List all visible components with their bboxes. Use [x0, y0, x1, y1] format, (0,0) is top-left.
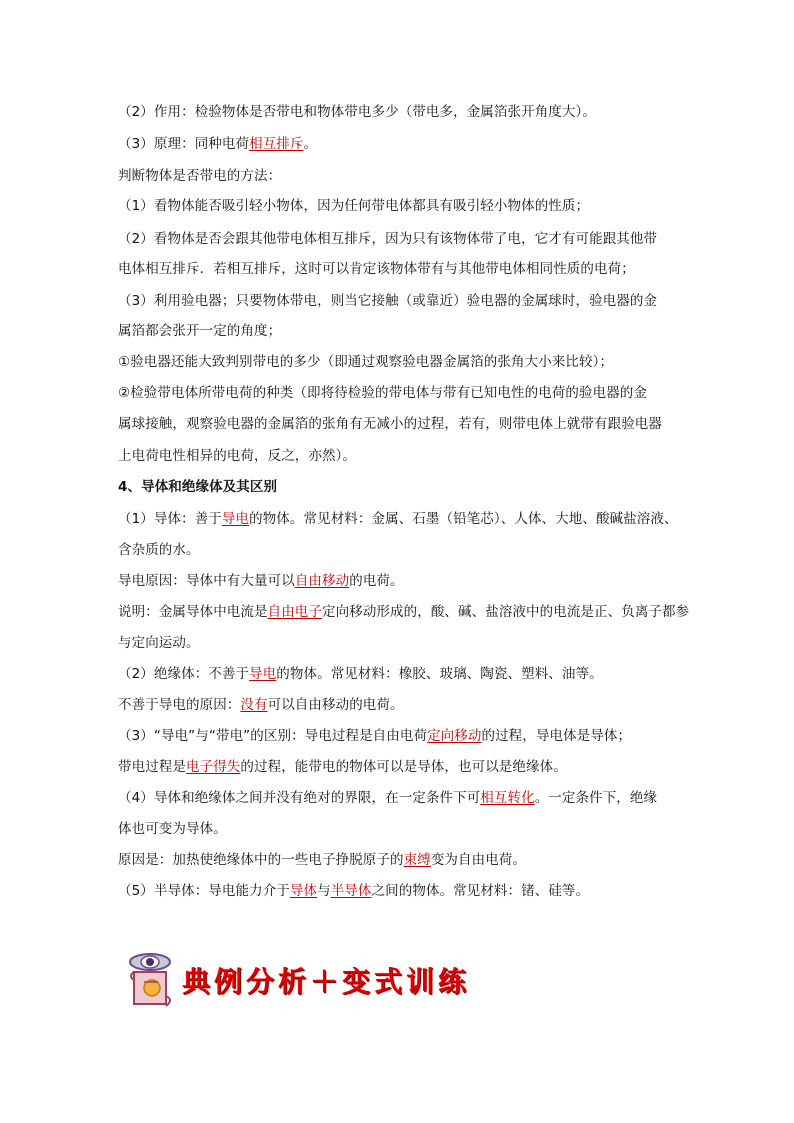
text-segment: 4、导体和绝缘体及其区别 — [118, 479, 278, 495]
text-segment: 判断物体是否带电的方法： — [118, 168, 282, 184]
text-line — [118, 321, 281, 341]
text-line — [118, 229, 657, 249]
key-term: 自由移动 — [294, 573, 350, 589]
banner-title: 典例分析＋变式训练 — [182, 965, 471, 998]
text-segment: （2）作用：检验物体是否带电和物体带电多少（带电多，金属箔张开角度大）。 — [118, 104, 596, 120]
text-segment: （2）绝缘体：不善于 — [118, 666, 250, 682]
text-line — [118, 571, 404, 591]
key-term: 导体 — [289, 883, 318, 899]
text-segment: （3）“导电”与“带电”的区别：导电过程是自由电荷 — [118, 728, 428, 744]
key-term: 自由电子 — [267, 604, 323, 620]
text-segment: 带电过程是 — [118, 759, 186, 775]
text-line — [118, 102, 596, 122]
key-term: 相互排斥 — [249, 136, 304, 152]
text-line — [118, 788, 657, 808]
text-segment: 体也可变为导体。 — [118, 821, 227, 837]
text-line — [118, 850, 526, 870]
text-line — [118, 291, 657, 311]
text-segment: 属箔都会张开一定的角度； — [118, 323, 282, 339]
text-line — [118, 352, 613, 372]
text-segment: 原因是：加热使绝缘体中的一些电子挣脱原子的 — [118, 852, 404, 868]
text-line — [118, 414, 662, 434]
text-segment: （3）原理：同种电荷 — [118, 136, 250, 152]
text-line — [118, 695, 404, 715]
text-segment: 的过程，导电体是导体； — [481, 728, 632, 744]
text-line — [118, 196, 589, 216]
section-heading — [118, 477, 277, 497]
key-term: 半导体 — [330, 883, 372, 899]
text-segment: 的物体。常见材料：橡胶、玻璃、陶瓷、塑料、油等。 — [276, 666, 603, 682]
text-line — [118, 540, 200, 560]
text-segment: 与 — [317, 883, 331, 899]
text-segment: 导电原因：导体中有大量可以 — [118, 573, 295, 589]
text-line — [118, 726, 631, 746]
key-term: 电子得失 — [186, 759, 241, 775]
key-term: 导电 — [221, 511, 250, 527]
text-segment: 含杂质的水。 — [118, 542, 200, 558]
text-segment: 电体相互排斥．若相互排斥，这时可以肯定该物体带有与其他带电体相同性质的电荷； — [118, 261, 635, 277]
text-segment: （2）看物体是否会跟其他带电体相互排斥，因为只有该物体带了电，它才有可能跟其他带 — [118, 231, 658, 247]
text-segment: （1）导体：善于 — [118, 511, 222, 527]
text-segment: 上电荷电性相异的电荷，反之，亦然）。 — [118, 448, 357, 464]
text-line — [118, 166, 281, 186]
text-line — [118, 134, 317, 154]
text-segment: 可以自由移动的电荷。 — [267, 697, 404, 713]
text-segment: 不善于导电的原因： — [118, 697, 241, 713]
text-line — [118, 259, 635, 279]
text-segment: 的电荷。 — [349, 573, 404, 589]
text-segment: 说明：金属导体中电流是 — [118, 604, 268, 620]
scroll-eye-icon — [128, 952, 180, 1010]
text-line — [118, 819, 227, 839]
text-line — [118, 383, 647, 403]
text-segment: 的物体。常见材料：金属、石墨（铅笔芯）、人体、大地、酸碱盐溶液、 — [249, 511, 678, 527]
text-line — [118, 446, 356, 466]
key-term: 相互转化 — [480, 790, 535, 806]
text-line — [118, 757, 567, 777]
text-segment: ①验电器还能大致判别带电的多少（即通过观察验电器金属箔的张角大小来比较）； — [118, 354, 614, 370]
key-term: 束缚 — [403, 852, 431, 868]
text-segment: （5）半导体：导电能力介于 — [118, 883, 290, 899]
text-segment: 属球接触，观察验电器的金属箔的张角有无减小的过程，若有，则带电体上就带有跟验电器 — [118, 416, 662, 432]
section-banner — [128, 952, 471, 1012]
text-segment: ②检验带电体所带电荷的种类（即将待检验的带电体与带有已知电性的电荷的验电器的金 — [118, 385, 648, 401]
text-line — [118, 881, 589, 901]
key-term: 导电 — [249, 666, 277, 682]
text-segment: 之间的物体。常见材料：锗、硅等。 — [371, 883, 590, 899]
key-term: 没有 — [240, 697, 268, 713]
text-line — [118, 633, 200, 653]
text-line — [118, 664, 603, 684]
key-term: 定向移动 — [427, 728, 482, 744]
text-segment: 与定向运动。 — [118, 635, 200, 651]
text-segment: 。 — [303, 136, 318, 152]
text-segment: 的过程，能带电的物体可以是导体，也可以是绝缘体。 — [240, 759, 567, 775]
text-segment: 变为自由电荷。 — [430, 852, 527, 868]
text-segment: （1）看物体能否吸引轻小物体，因为任何带电体都具有吸引轻小物体的性质； — [118, 198, 590, 214]
text-line — [118, 509, 678, 529]
text-line — [118, 602, 689, 622]
text-segment: （3）利用验电器；只要物体带电，则当它接触（或靠近）验电器的金属球时，验电器的金 — [118, 293, 658, 309]
text-segment: （4）导体和绝缘体之间并没有绝对的界限，在一定条件下可 — [118, 790, 481, 806]
text-segment: 。一定条件下，绝缘 — [534, 790, 658, 806]
text-segment: 定向移动形成的，酸、碱、盐溶液中的电流是正、负离子都参 — [322, 604, 690, 620]
